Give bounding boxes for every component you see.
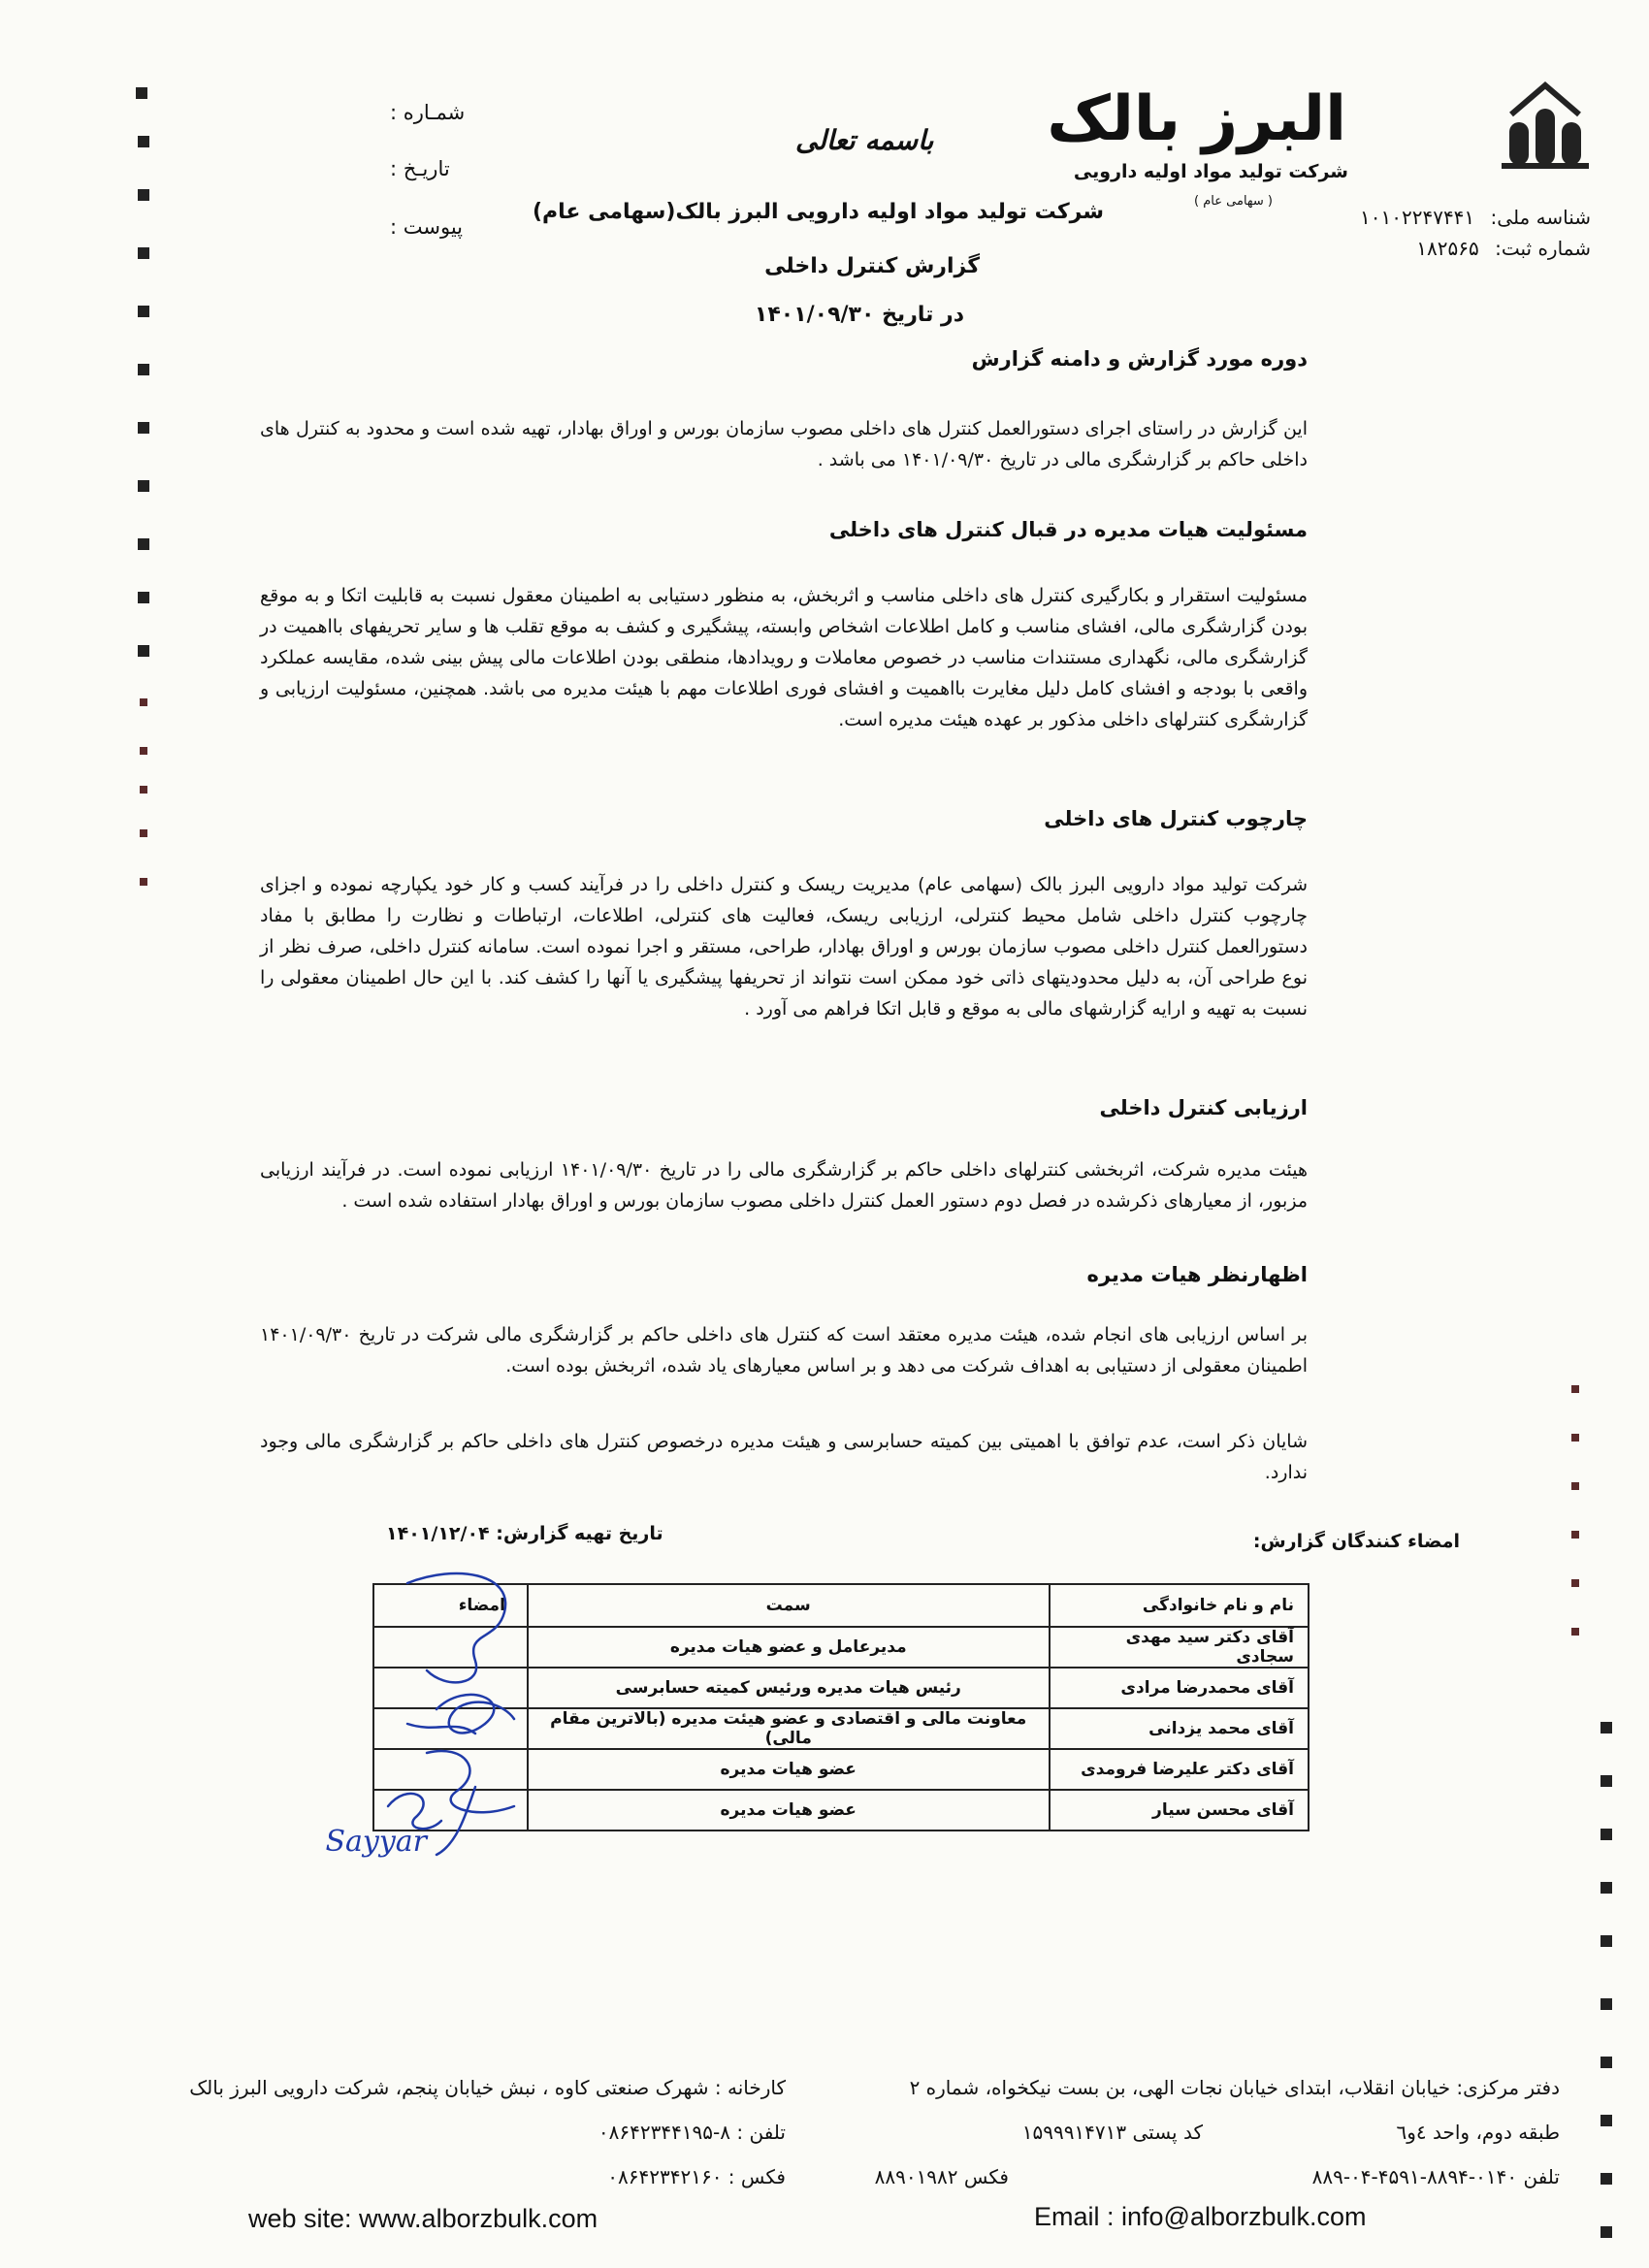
factory-phone: تلفن : ۸-۰۸۶۴۲۳۴۴۱۹۵ (598, 2121, 786, 2144)
report-preparation-date: تاریخ تهیه گزارش: ۱۴۰۱/۱۲/۰۴ (386, 1523, 663, 1544)
section-title-scope: دوره مورد گزارش و دامنه گزارش (971, 347, 1308, 371)
signer-position: عضو هیات مدیره (528, 1790, 1050, 1831)
section-text-board-responsibility: مسئولیت استقرار و بکارگیری کنترل های داخلی مناسب و اثربخش، به منظور دستیابی به اطمینان معقول نسبت به قابلیت اتکا و به موقع بودن گزارشگری مالی، افشای مناسب و کامل اطلاعات اشخاص وابسته، پیشگیری و کشف به موقع تقلب ها و سایر تحریفهای بااهمیت در گزارشگری مالی، نگهداری مستندات مناسب در خصوص معاملات و رویدادها، منطقی بودن اطلاعات مالی پیش بینی شده، مقایسه عملکرد واقعی با بودجه و افشای کامل دلیل مغایرت بااهمیت و افشای فوری اطلاعات مهم با هیئت مدیره می باشد. همچنین، مسئولیت ارزیابی و گزارشگری کنترلهای داخلی مذکور بر عهده هیئت مدیره است. (260, 585, 1308, 730)
signer-name: آقای دکتر سید مهدی سجادی (1050, 1627, 1309, 1668)
company-title: شرکت تولید مواد اولیه دارویی البرز بالک(سهامی عام) (532, 200, 1104, 224)
company-logo-icon (1502, 80, 1589, 169)
reg-no-label: شماره ثبت: (1495, 237, 1591, 260)
date-label: تاریـخ : (390, 157, 450, 180)
attachment-label: پیوست : (390, 215, 463, 239)
number-label: شمـاره : (390, 101, 466, 124)
section-title-board-opinion: اظهارنظر هیات مدیره (1086, 1263, 1308, 1286)
section-text-assessment: هیئت مدیره شرکت، اثربخشی کنترلهای داخلی حاکم بر گزارشگری مالی را در تاریخ ۱۴۰۱/۰۹/۳۰ ارزیابی نموده است. در فرآیند ارزیابی مزبور، از معیارهای ذکرشده در فصل دوم دستور العمل کنترل داخلی مصوب سازمان بورس و اوراق بهادار استفاده شده است . (260, 1159, 1308, 1212)
column-header-position: سمت (528, 1584, 1050, 1627)
signer-position: معاونت مالی و اقتصادی و عضو هیئت مدیره (بالاترین مقام مالی) (528, 1708, 1050, 1749)
section-text-board-opinion: بر اساس ارزیابی های انجام شده، هیئت مدیره معتقد است که کنترل های داخلی حاکم بر گزارشگری مالی شرکت در تاریخ ۱۴۰۱/۰۹/۳۰ اطمینان معقولی از دستیابی به اهداف شرکت می دهد و بر اساس معیارهای یاد شده، اثربخش بوده است. (260, 1324, 1308, 1377)
column-header-signature: امضاء (373, 1584, 528, 1627)
national-id (1360, 206, 1591, 229)
signature-handwriting: Sayyar (325, 1825, 427, 1859)
signer-name: آقای محمد یزدانی (1050, 1708, 1309, 1749)
brand-name: البرز بالک (1047, 83, 1346, 155)
signer-position: عضو هیات مدیره (528, 1749, 1050, 1790)
section-title-framework: چارچوب کنترل های داخلی (1044, 807, 1308, 830)
reg-no-value: ۱۸۲۵۶۵ (1416, 237, 1479, 260)
signer-position: مدیرعامل و عضو هیات مدیره (528, 1627, 1050, 1668)
national-id-value: ۱۰۱۰۲۲۴۷۴۴۱ (1360, 206, 1475, 229)
section-title-board-responsibility: مسئولیت هیات مدیره در قبال کنترل های داخلی (828, 518, 1308, 541)
office-postal-code: کد پستی ۱۵۹۹۹۱۴۷۱۳ (1021, 2121, 1203, 2144)
section-text-framework: شرکت تولید مواد دارویی البرز بالک (سهامی عام) مدیریت ریسک و کنترل داخلی را در فرآیند کسب و کار خود یکپارچه نموده و اجزای چارچوب کنترل داخلی شامل محیط کنترلی، ارزیابی ریسک، فعالیت های کنترلی، اطلاعات، ارتباطات و نظارت را مطابق با مفاد دستورالعمل کنترل داخلی مصوب سازمان بورس و اوراق بهادار، طراحی، مستقر و اجرا نموده است. سامانه کنترل داخلی، صرف نظر از نوع طراحی آن، به دلیل محدودیتهای ذاتی خود ممکن است نتواند از تحریفها پیشگیری یا آنها را کشف کند. با این حال اطمینان معقولی را نسبت به تهیه و ارایه گزارشهای مالی به موقع و قابل اتکا فراهم می آورد . (260, 874, 1308, 1020)
section-title-assessment: ارزیابی کنترل داخلی (1099, 1096, 1308, 1119)
signer-position: رئیس هیات مدیره ورئیس کمیته حسابرسی (528, 1668, 1050, 1708)
report-title: گزارش کنترل داخلی (764, 254, 980, 278)
signer-name: آقای محسن سیار (1050, 1790, 1309, 1831)
email-link[interactable]: Email : info@alborzbulk.com (1034, 2202, 1367, 2231)
bismillah: باسمه تعالی (795, 124, 934, 156)
office-fax: فکس ۸۸۹۰۱۹۸۲ (874, 2165, 1009, 2188)
brand-subtitle-company-type: ( سهامی عام ) (1194, 194, 1273, 209)
office-address: دفتر مرکزی: خیابان انقلاب، ابتدای خیابان نجات الهی، بن بست نیکخواه، شماره ۲ (909, 2076, 1560, 2099)
signers-label: امضاء کنندگان گزارش: (1252, 1531, 1460, 1552)
factory-fax: فکس : ۰۸۶۴۲۳۴۲۱۶۰ (607, 2165, 786, 2188)
handwritten-signatures (325, 1564, 601, 1884)
report-date: در تاریخ ۱۴۰۱/۰۹/۳۰ (754, 303, 964, 327)
column-header-name: نام و نام خانوادگی (1050, 1584, 1309, 1627)
national-id-label: شناسه ملی: (1490, 206, 1591, 229)
brand-subtitle: شرکت تولید مواد اولیه دارویی (1073, 161, 1348, 182)
factory-address: کارخانه : شهرک صنعتی کاوه ، نبش خیابان پنجم، شرکت دارویی البرز بالک (189, 2076, 786, 2099)
signer-name: آقای محمدرضا مرادی (1050, 1668, 1309, 1708)
office-floor: طبقه دوم، واحد ٤و٦ (1396, 2121, 1560, 2144)
section-text-scope: این گزارش در راستای اجرای دستورالعمل کنترل های داخلی مصوب سازمان بورس و اوراق بهادار، تهیه شده است و محدود به کنترل های داخلی حاکم بر گزارشگری مالی در تاریخ ۱۴۰۱/۰۹/۳۰ می باشد . (260, 418, 1308, 470)
registration-number (1416, 237, 1591, 260)
signer-name: آقای دکتر علیرضا فرومدی (1050, 1749, 1309, 1790)
section-text-board-opinion-note: شایان ذکر است، عدم توافق با اهمیتی بین کمیته حسابرسی و هیئت مدیره درخصوص کنترل های داخلی حاکم بر گزارشگری مالی وجود ندارد. (260, 1431, 1308, 1483)
website-link[interactable]: web site: www.alborzbulk.com (248, 2204, 598, 2233)
office-phone: تلفن ۰۱۴۰-۸۸۹۴-۴۵۹۱-۰۴-۸۸۹ (1311, 2165, 1560, 2188)
